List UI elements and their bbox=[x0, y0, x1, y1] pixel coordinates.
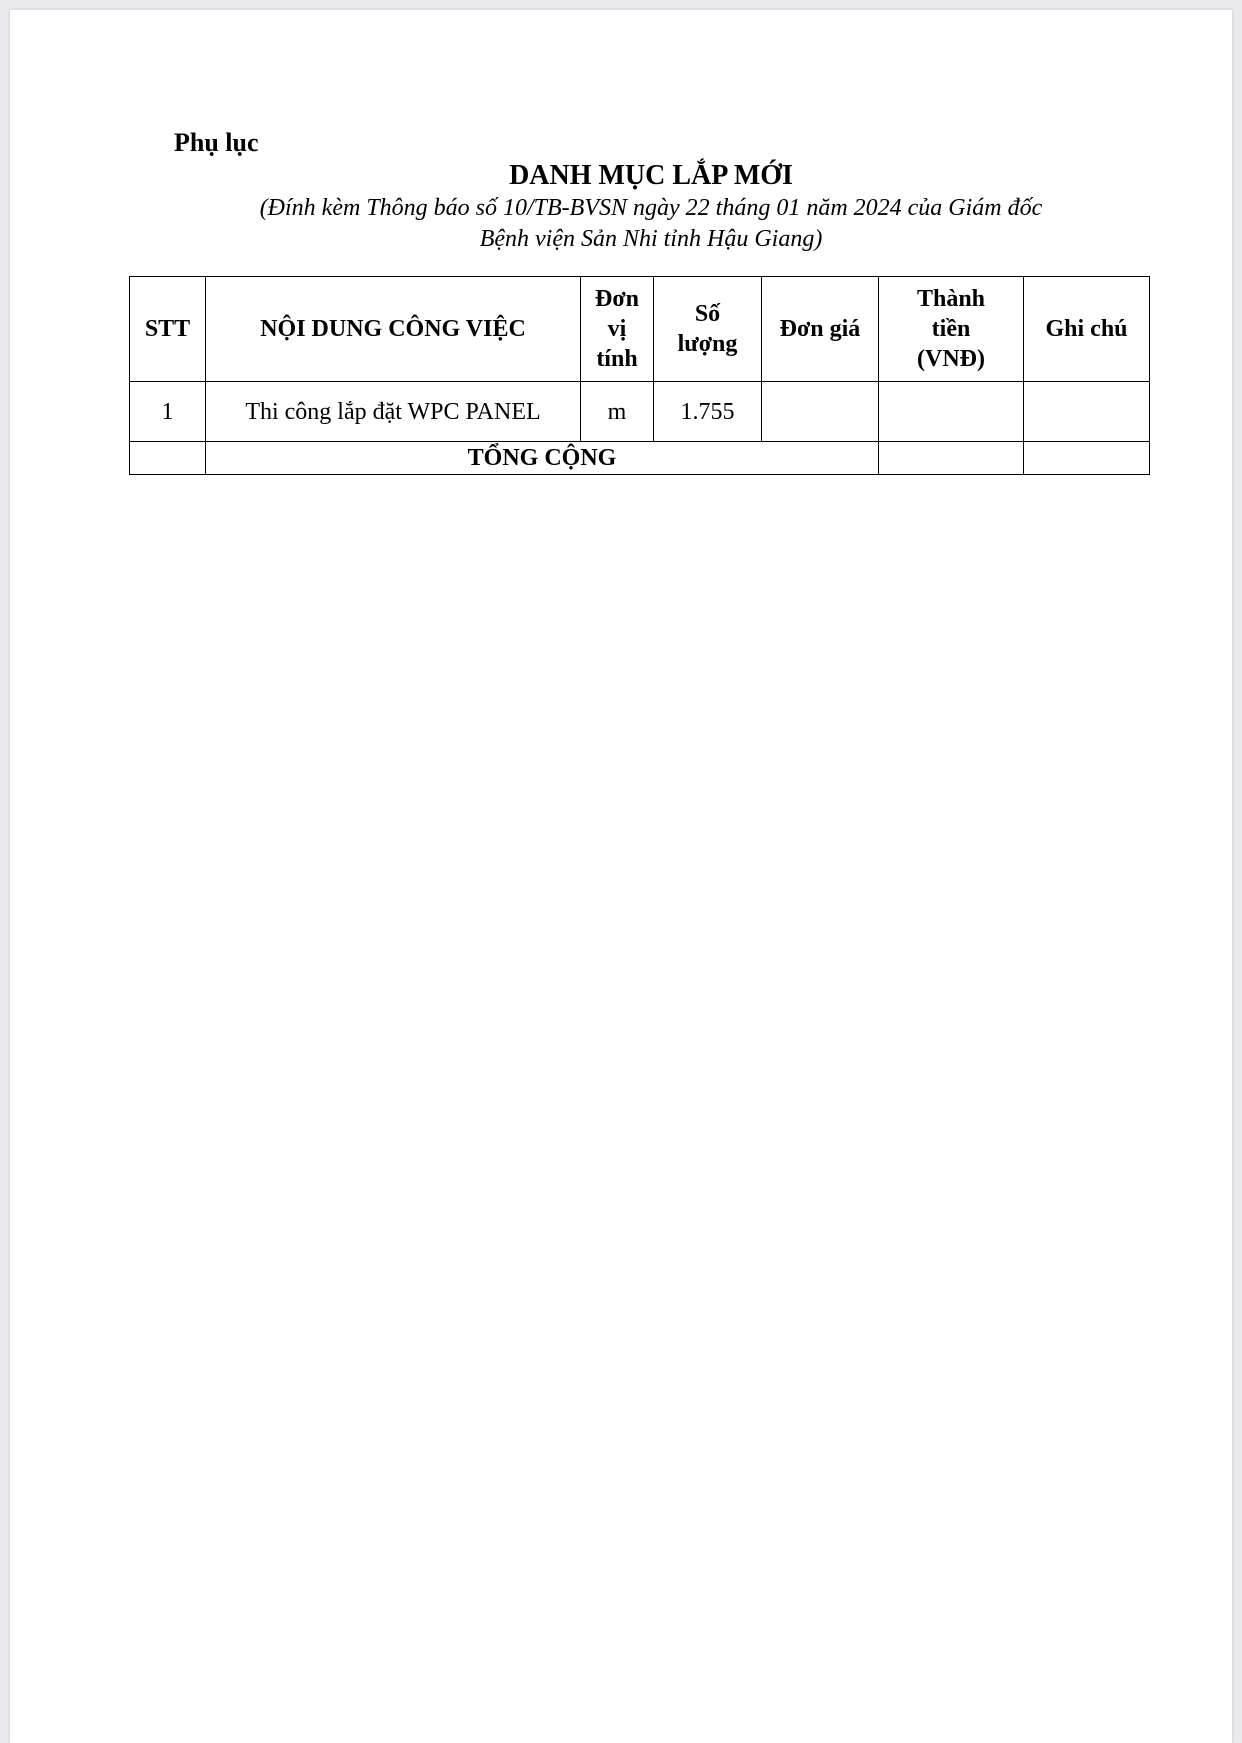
header-amount bbox=[879, 277, 1024, 382]
table-total-row bbox=[130, 442, 1150, 475]
total-note-cell bbox=[1024, 442, 1150, 475]
document-title: DANH MỤC LẮP MỚI bbox=[509, 160, 793, 191]
header-amount-line3: (VNĐ) bbox=[917, 346, 985, 372]
header-amount-line1: Thành bbox=[916, 286, 986, 312]
table-header-row bbox=[130, 277, 1150, 382]
total-label: TỔNG CỘNG bbox=[206, 442, 879, 475]
items-table bbox=[129, 276, 1150, 475]
header-unit-line2: vị bbox=[607, 316, 627, 342]
total-amount-cell bbox=[879, 442, 1024, 475]
cell-price bbox=[762, 382, 879, 442]
header-price: Đơn giá bbox=[762, 277, 879, 382]
document-subtitle-line2: Bệnh viện Sản Nhi tỉnh Hậu Giang) bbox=[479, 226, 823, 252]
header-content: NỘI DUNG CÔNG VIỆC bbox=[206, 277, 581, 382]
cell-quantity: 1.755 bbox=[654, 382, 762, 442]
header-quantity bbox=[654, 277, 762, 382]
header-quantity-line1: Số bbox=[694, 301, 721, 327]
header-amount-line2: tiền bbox=[931, 316, 971, 342]
header-unit-line3: tính bbox=[596, 346, 638, 372]
header-note: Ghi chú bbox=[1024, 277, 1150, 382]
header-unit bbox=[581, 277, 654, 382]
cell-content: Thi công lắp đặt WPC PANEL bbox=[206, 382, 581, 442]
header-stt: STT bbox=[130, 277, 206, 382]
cell-unit: m bbox=[581, 382, 654, 442]
document-subtitle-line1: (Đính kèm Thông báo số 10/TB-BVSN ngày 22 tháng 01 năm 2024 của Giám đốc bbox=[259, 195, 1043, 221]
table-row bbox=[130, 382, 1150, 442]
cell-note bbox=[1024, 382, 1150, 442]
header-unit-line1: Đơn bbox=[595, 286, 639, 312]
document-page bbox=[10, 10, 1232, 1743]
header-quantity-line2: lượng bbox=[677, 331, 738, 357]
appendix-label: Phụ lục bbox=[174, 128, 259, 157]
total-stt-cell bbox=[130, 442, 206, 475]
cell-amount bbox=[879, 382, 1024, 442]
cell-stt: 1 bbox=[130, 382, 206, 442]
